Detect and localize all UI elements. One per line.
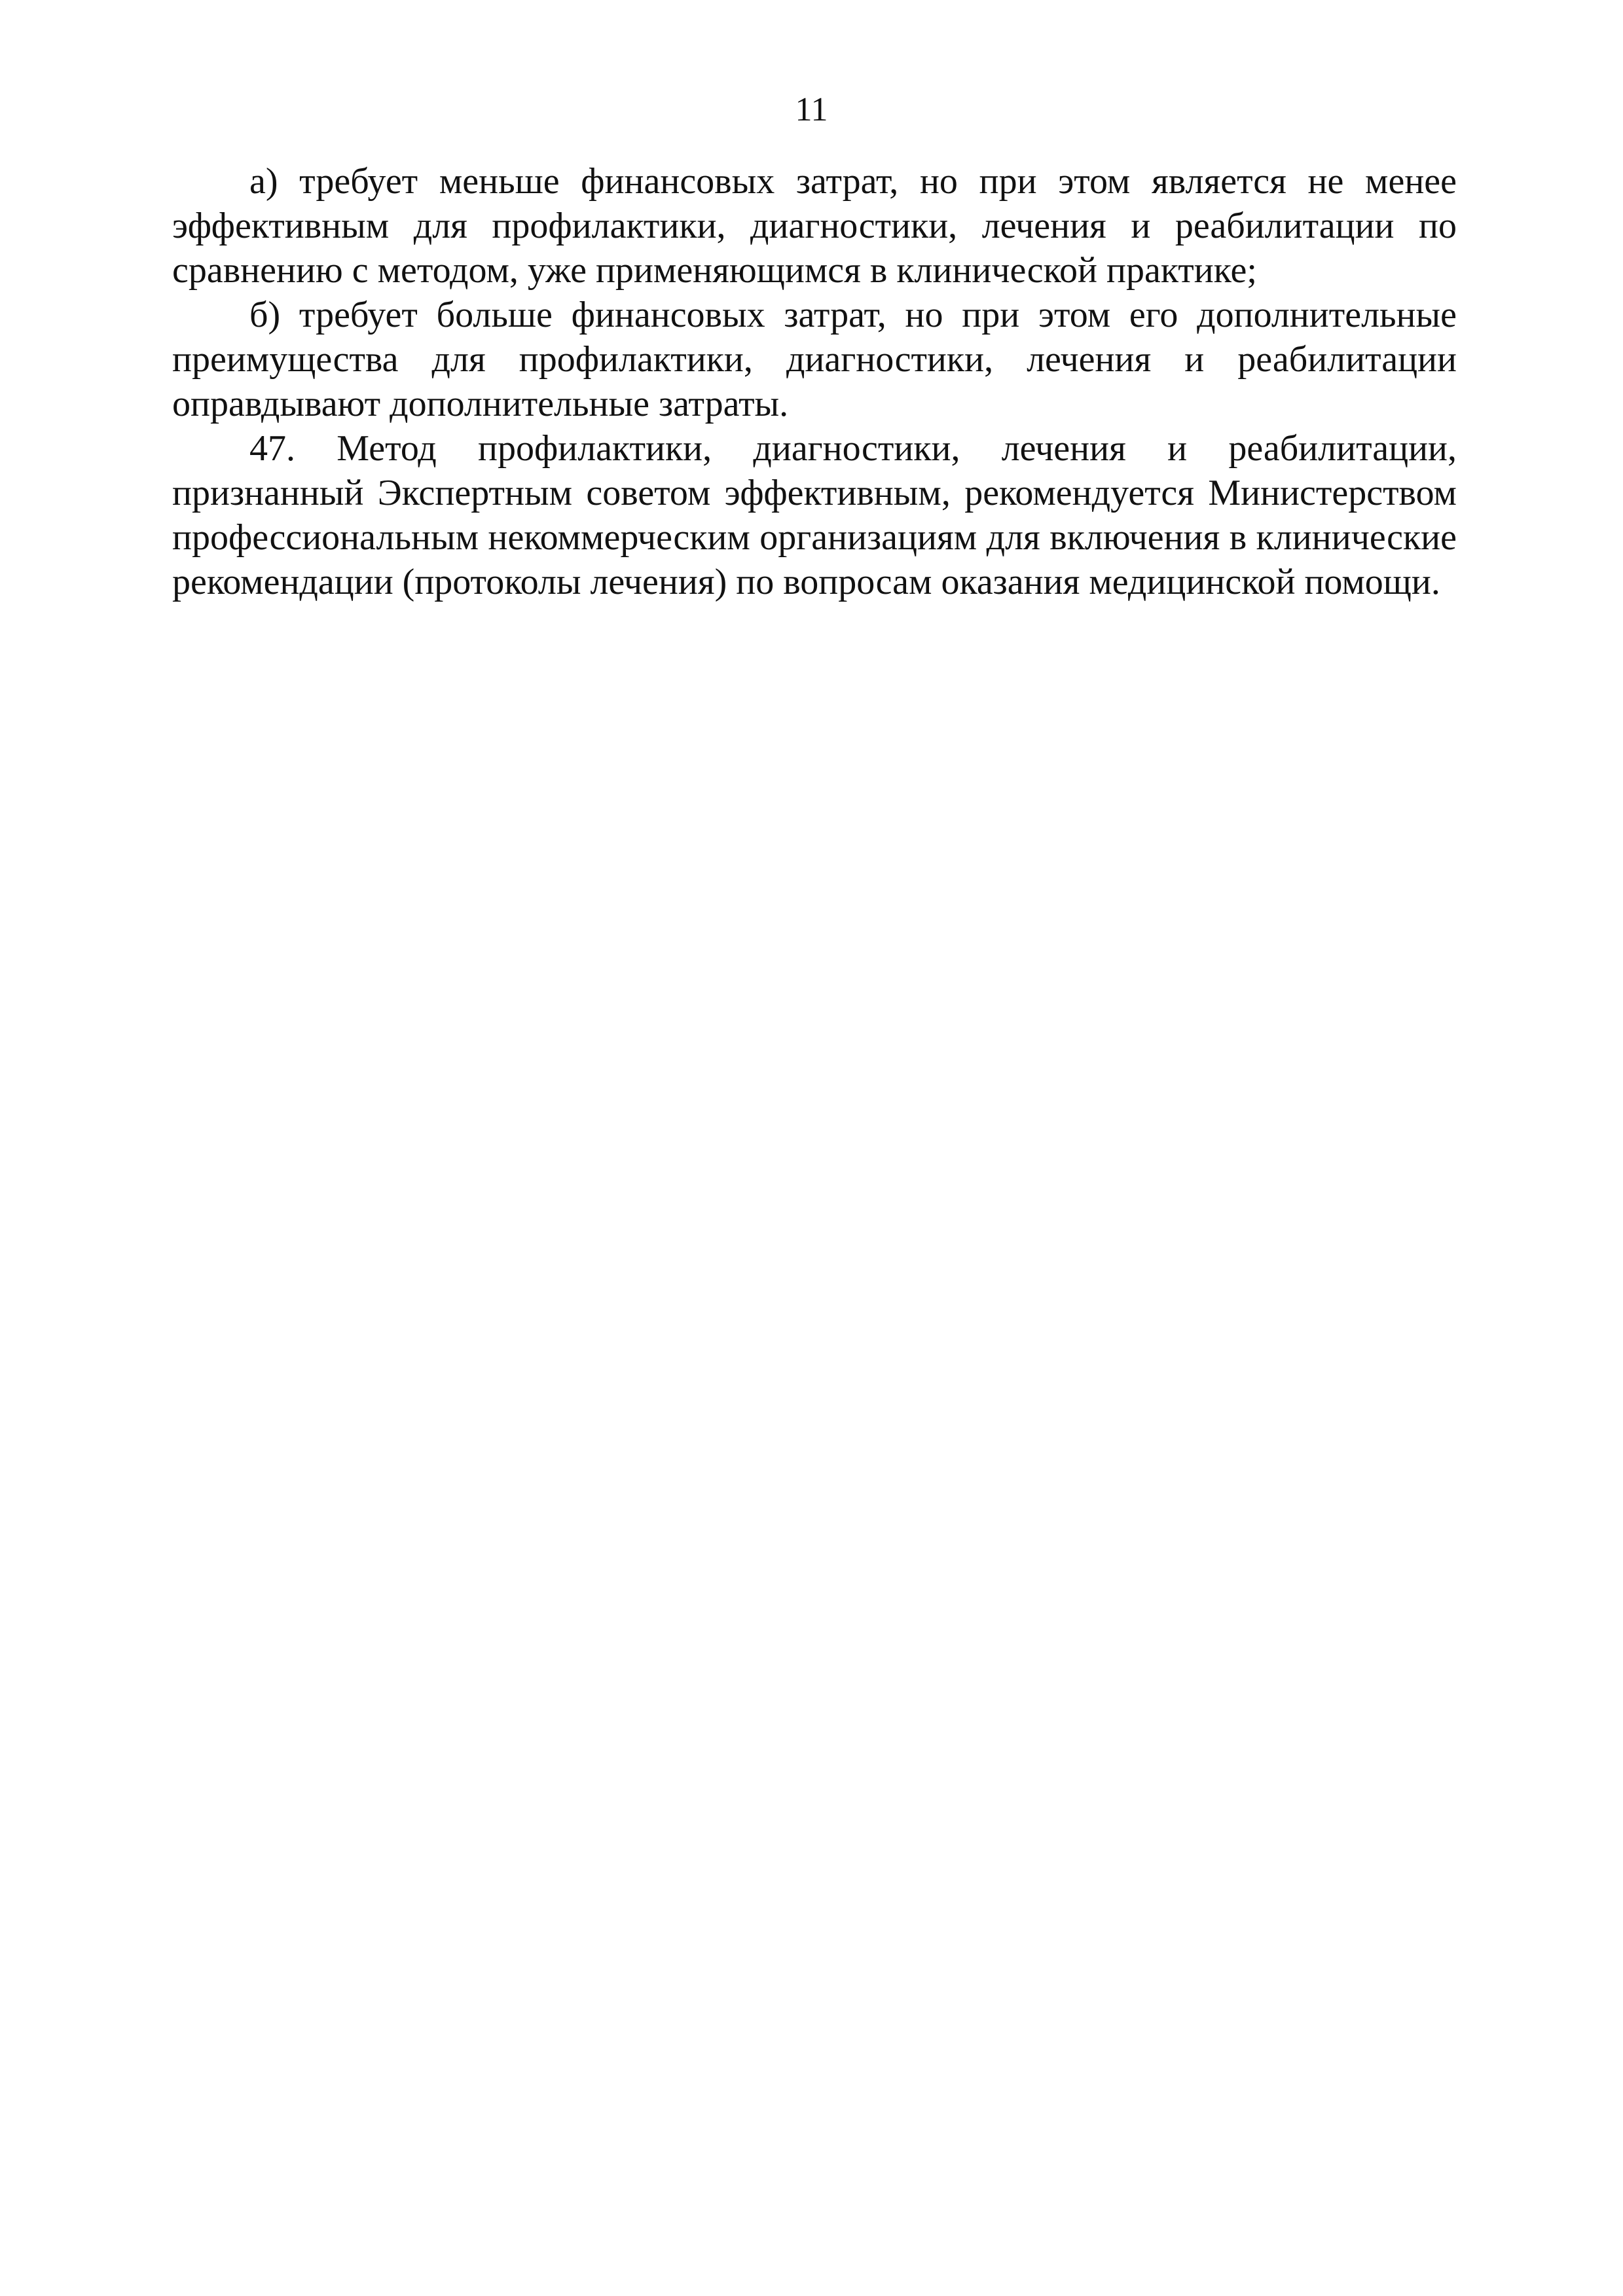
page-number: 11 <box>795 91 828 128</box>
document-body <box>172 159 1457 604</box>
paragraph-item-b: б) требует больше финансовых затрат, но при этом его дополнительные преимущества для профилактики, диагностики, лечения и реабилитации оправдывают дополнительные затраты. <box>172 295 1457 424</box>
paragraph-47: 47. Метод профилактики, диагностики, лечения и реабилитации, признанный Экспертным советом эффективным, рекомендуется Министерством профессиональным некоммерческим организациям для включения в клинические рекомендации (протоколы лечения) по вопросам оказания медицинской помощи. <box>172 428 1457 602</box>
paragraph-item-a: а) требует меньше финансовых затрат, но при этом является не менее эффективным для профилактики, диагностики, лечения и реабилитации по сравнению с методом, уже применяющимся в клинической практике; <box>172 161 1457 291</box>
